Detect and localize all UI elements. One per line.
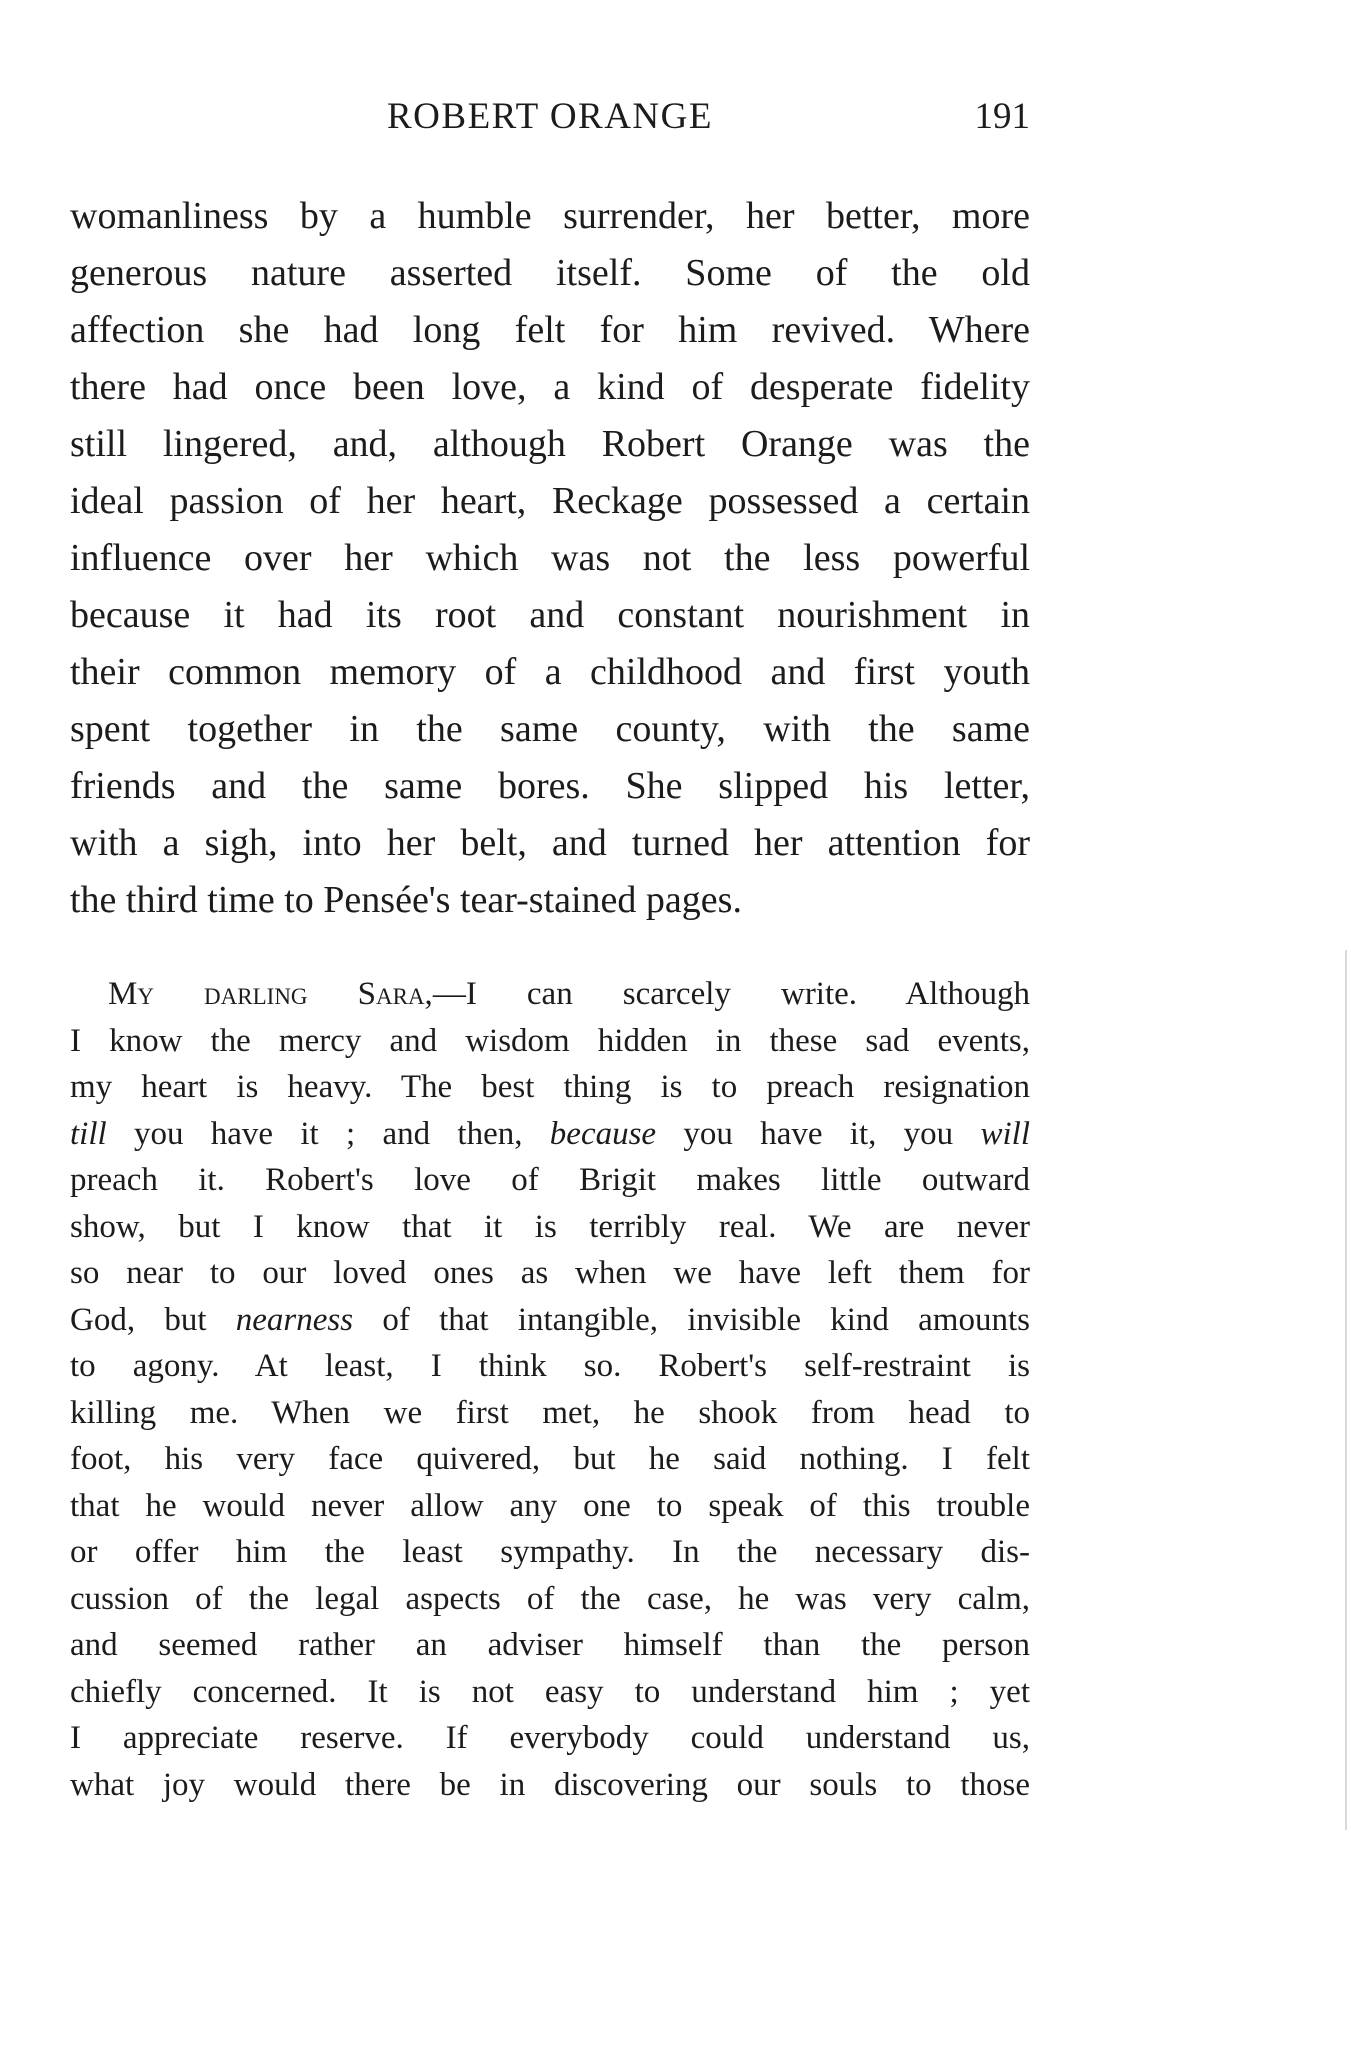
text-line: foot, his very face quivered, but he said nothing. I felt [70, 1441, 1030, 1477]
letter-line-italics [70, 1111, 1030, 1158]
text-line: affection she had long felt for him revived. Where [70, 309, 1030, 351]
text-line: what joy would there be in discovering our souls to those [70, 1766, 1030, 1803]
text-run: you have it ; and then, [106, 1115, 550, 1152]
text-line: and seemed rather an adviser himself than the person [70, 1627, 1030, 1663]
text-line: killing me. When we first met, he shook from head to [70, 1394, 1030, 1431]
text-line: or offer him the least sympathy. In the necessary dis- [70, 1534, 1030, 1570]
letter-paragraph [70, 971, 1030, 1808]
text-line: chiefly concerned. It is not easy to understand him ; yet [70, 1673, 1030, 1710]
text-line: so near to our loved ones as when we have left them for [70, 1255, 1030, 1291]
text-line: preach it. Robert's love of Brigit makes little outward [70, 1162, 1030, 1198]
text-line: that he would never allow any one to speak of this trouble [70, 1487, 1030, 1524]
text-line: show, but I know that it is terribly real. We are never [70, 1208, 1030, 1245]
page-header [70, 92, 1030, 142]
text-line: spent together in the same county, with the same [70, 708, 1030, 750]
narrative-paragraph [70, 188, 1030, 929]
italic-word: because [549, 1115, 657, 1152]
text-line: womanliness by a humble surrender, her better, more [70, 195, 1030, 237]
text-line: there had once been love, a kind of desperate fidelity [70, 366, 1030, 408]
text-line: I appreciate reserve. If everybody could understand us, [70, 1720, 1030, 1756]
italic-word: will [980, 1115, 1030, 1152]
text-run: God, but [70, 1301, 236, 1338]
text-run: of that intangible, invisible kind amounts [353, 1301, 1030, 1338]
running-title: ROBERT ORANGE [387, 96, 713, 137]
scan-edge-line [1345, 950, 1347, 1830]
italic-word: till [70, 1115, 107, 1152]
text-line: ideal passion of her heart, Reckage possessed a certain [70, 480, 1030, 522]
text-line: generous nature asserted itself. Some of the old [70, 252, 1030, 294]
text-run: you have it, you [656, 1115, 981, 1152]
text-line: still lingered, and, although Robert Orange was the [70, 423, 1030, 465]
text-line: cussion of the legal aspects of the case, he was very calm, [70, 1580, 1030, 1617]
letter-line-opening [70, 971, 1030, 1018]
text-line: my heart is heavy. The best thing is to preach resignation [70, 1069, 1030, 1105]
salutation: My darling Sara, [108, 976, 433, 1012]
text-line: influence over her which was not the less powerful [70, 537, 1030, 579]
text-line: their common memory of a childhood and first youth [70, 651, 1030, 693]
text-line: to agony. At least, I think so. Robert's self-restraint is [70, 1348, 1030, 1384]
text-line: I know the mercy and wisdom hidden in these sad events, [70, 1022, 1030, 1059]
text-line: friends and the same bores. She slipped his letter, [70, 765, 1030, 807]
page-number: 191 [974, 96, 1030, 137]
letter-line-nearness [70, 1297, 1030, 1344]
text-line: with a sigh, into her belt, and turned her attention for [70, 822, 1030, 864]
opening-text: —I can scarcely write. Although [432, 976, 1030, 1012]
italic-word: nearness [235, 1301, 354, 1338]
text-line: the third time to Pensée's tear-stained pages. [70, 879, 742, 921]
text-line: because it had its root and constant nourishment in [70, 594, 1030, 636]
